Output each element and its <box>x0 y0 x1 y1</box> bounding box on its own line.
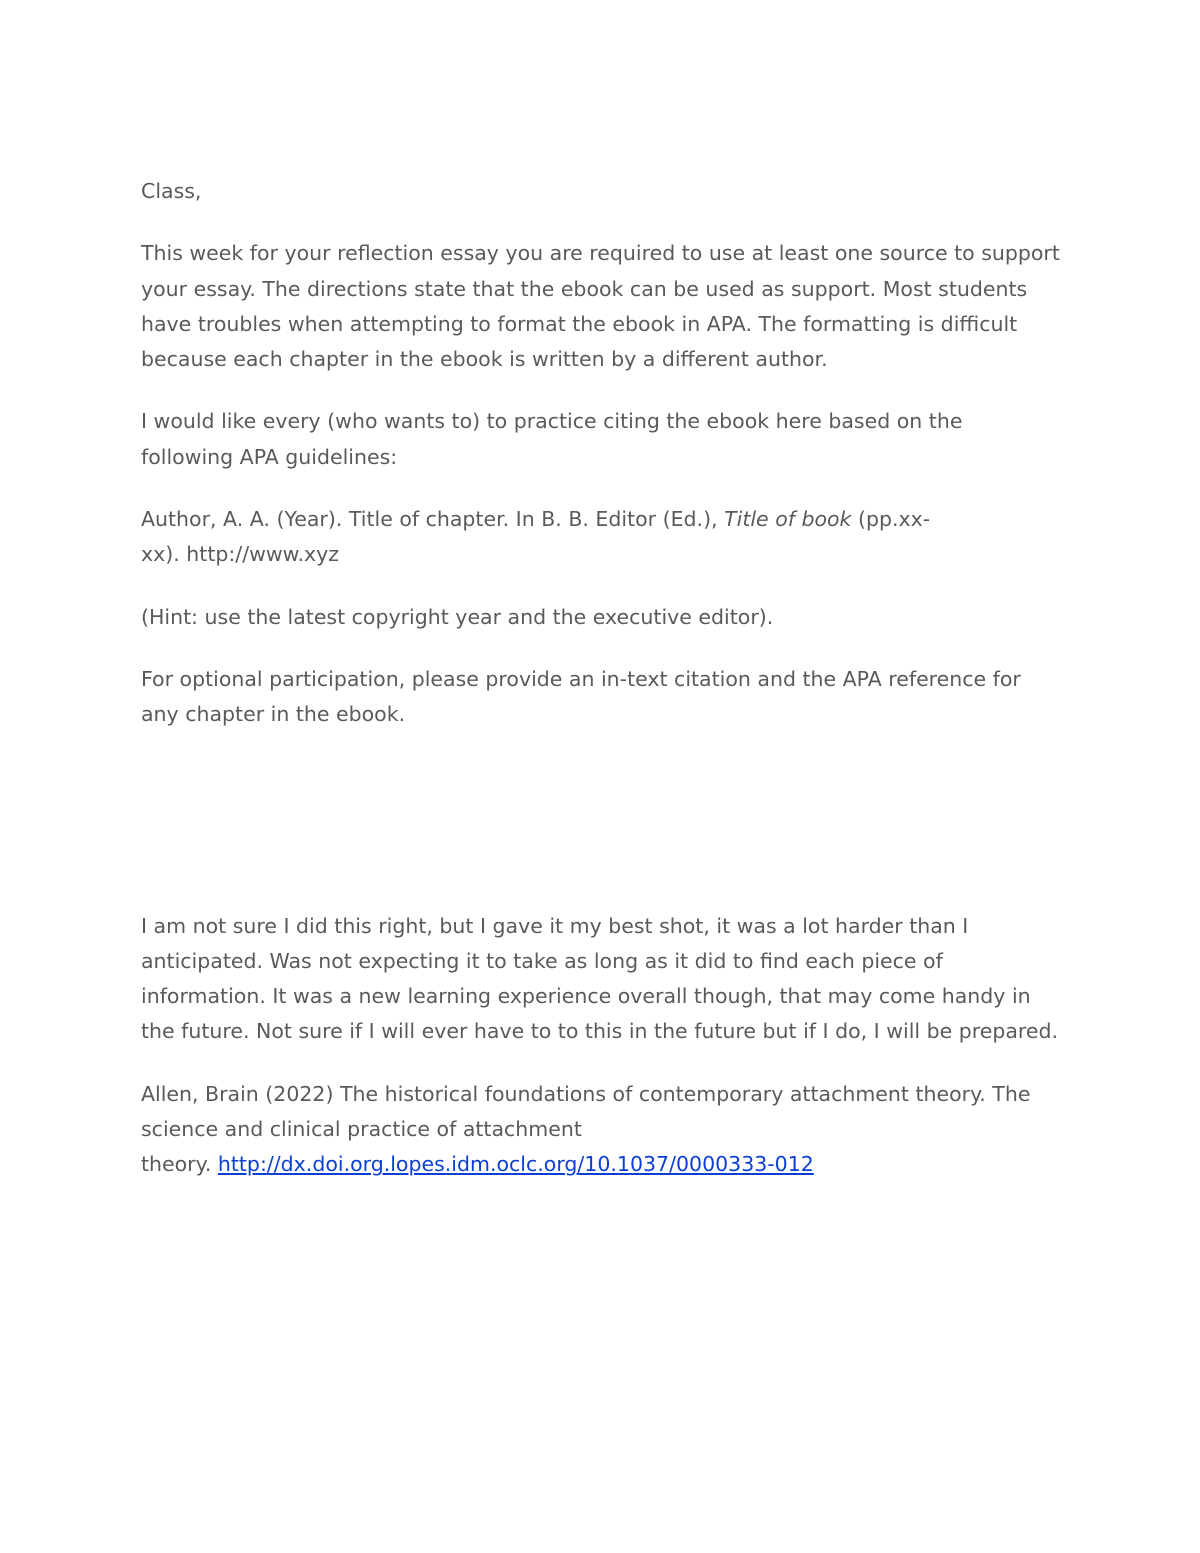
apa-template-book-title: Title of book <box>724 507 852 532</box>
apa-template-pages: (pp.xx- <box>851 507 931 532</box>
greeting-text: Class, <box>141 179 202 203</box>
citation-text: Allen, Brain (2022) The historical foundations of contemporary attachment theory. The science and clinical practice of attachment <box>141 1081 1031 1142</box>
apa-template-url: xx). http://www.xyz <box>141 542 340 567</box>
reply-citation <box>141 1077 1061 1183</box>
citation-text-end: theory. <box>141 1152 218 1177</box>
document-body <box>141 174 1061 1210</box>
hint-paragraph: (Hint: use the latest copyright year and the executive editor). <box>141 604 774 629</box>
instructions-paragraph: This week for your reflection essay you are required to use at least one source to support your essay. The directions state that the ebook can be used as support. Most students have troubles when attempting to format the ebook in APA. The formatting is difficult because each chapter in the ebook is written by a different author. <box>141 241 1060 372</box>
doi-link[interactable]: http://dx.doi.org.lopes.idm.oclc.org/10.1037/0000333-012 <box>217 1152 814 1177</box>
apa-format-template <box>141 502 1061 573</box>
practice-request-paragraph: I would like every (who wants to) to practice citing the ebook here based on the following APA guidelines: <box>141 409 963 469</box>
section-gap <box>141 760 1061 909</box>
apa-template-prefix: Author, A. A. (Year). Title of chapter. In B. B. Editor (Ed.), <box>141 507 725 532</box>
reply-paragraph: I am not sure I did this right, but I gave it my best shot, it was a lot harder than I anticipated. Was not expecting it to take as long as it did to find each piece of information. It was a new learning experience overall though, that may come handy in the future. Not sure if I will ever have to to this in the future but if I do, I will be prepared. <box>141 913 1059 1044</box>
optional-participation-paragraph: For optional participation, please provide an in-text citation and the APA reference for any chapter in the ebook. <box>141 666 1021 727</box>
